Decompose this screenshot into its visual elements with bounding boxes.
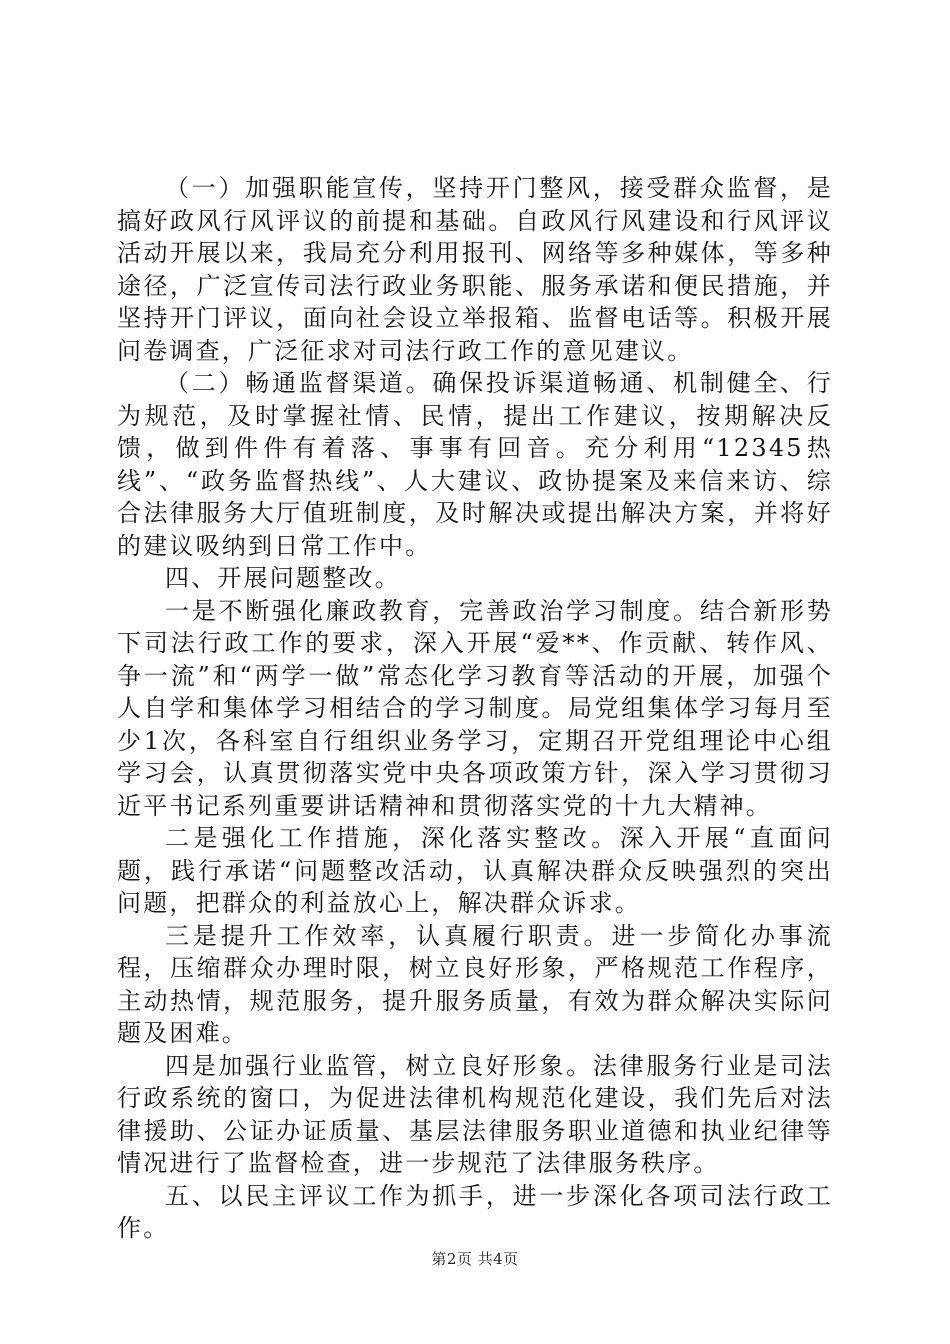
page-number-footer: 第2页 共4页 (431, 1250, 519, 1268)
paragraph-work-efficiency: 三是提升工作效率，认真履行职责。进一步简化办事流程，压缩群众办理时限，树立良好形象，严格规范工作程序，主动热情，规范服务，提升服务质量，有效为群众解决实际问题及困难。 (117, 921, 833, 1047)
paragraph-integrity-education: 一是不断强化廉政教育，完善政治学习制度。结合新形势下司法行政工作的要求，深入开展“爱**、作贡献、转作风、争一流”和“两学一做”常态化学习教育等活动的开展，加强个人自学和集体学习相结合的学习制度。局党组集体学习每月至少1次，各科室自行组织业务学习，定期召开党组理论中心组学习会，认真贯彻落实党中央各项政策方针，深入学习贯彻习近平书记系列重要讲话精神和贯彻落实党的十九大精神。 (117, 596, 833, 820)
section-heading-rectification: 四、开展问题整改。 (165, 564, 401, 592)
paragraph-supervision-channels: （二）畅通监督渠道。确保投诉渠道畅通、机制健全、行为规范，及时掌握社情、民情，提出工作建议，按期解决反馈，做到件件有着落、事事有回音。充分利用“12345热线”、“政务监督热线”、人大建议、政协提案及来信来访、综合法律服务大厅值班制度，及时解决或提出解决方案，并将好的建议吸纳到日常工作中。 (117, 369, 833, 560)
paragraph-publicity: （一）加强职能宣传，坚持开门整风，接受群众监督，是搞好政风行风评议的前提和基础。自政风行风建设和行风评议活动开展以来，我局充分利用报刊、网络等多种媒体，等多种途径，广泛宣传司法行政业务职能、服务承诺和便民措施，并坚持开门评议，面向社会设立举报箱、监督电话等。积极开展问卷调查，广泛征求对司法行政工作的意见建议。 (117, 174, 833, 365)
paragraph-industry-supervision: 四是加强行业监管，树立良好形象。法律服务行业是司法行政系统的窗口，为促进法律机构规范化建设，我们先后对法律援助、公证办证质量、基层法律服务职业道德和执业纪律等情况进行了监督检查，进一步规范了法律服务秩序。 (117, 1051, 833, 1177)
section-heading-democratic-review: 五、以民主评议工作为抓手，进一步深化各项司法行政工作。 (117, 1181, 833, 1242)
paragraph-work-measures: 二是强化工作措施，深化落实整改。深入开展“直面问题，践行承诺“问题整改活动，认真解决群众反映强烈的突出问题，把群众的利益放心上，解决群众诉求。 (117, 824, 833, 917)
document-body (117, 172, 833, 1245)
